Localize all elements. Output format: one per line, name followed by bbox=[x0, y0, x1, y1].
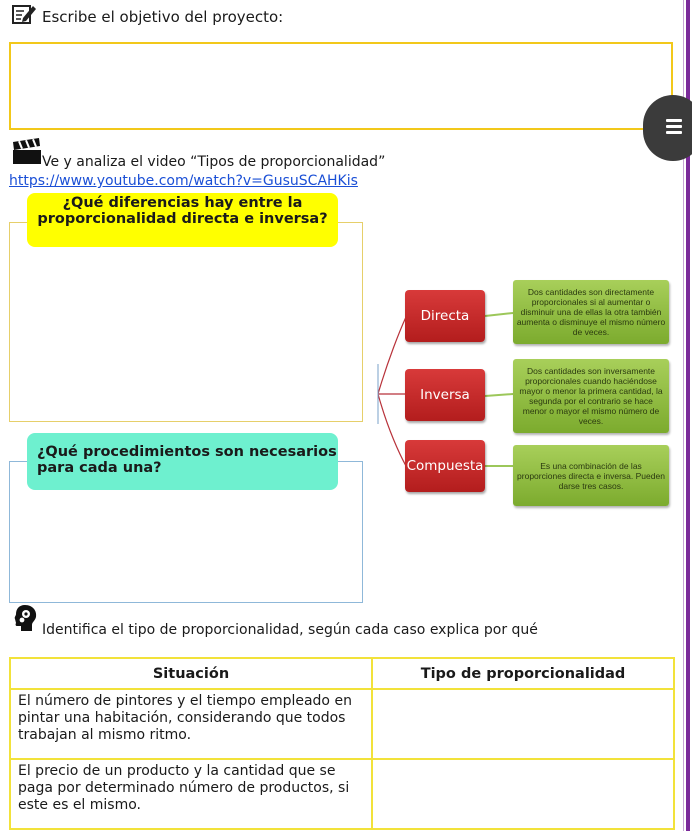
head-gears-icon bbox=[13, 604, 39, 632]
video-instruction: Ve y analiza el video “Tipos de proporcionalidad” bbox=[42, 154, 386, 170]
inversa-node: Inversa bbox=[405, 369, 485, 421]
edit-note-icon bbox=[11, 2, 37, 26]
objective-label: Escribe el objetivo del proyecto: bbox=[42, 8, 284, 26]
video-link[interactable]: https://www.youtube.com/watch?v=GusuSCAHKis bbox=[9, 173, 358, 189]
menu-icon bbox=[666, 119, 682, 122]
identify-instruction: Identifica el tipo de proporcionalidad, según cada caso explica por qué bbox=[42, 622, 538, 638]
table-row bbox=[10, 759, 674, 829]
compuesta-node: Compuesta bbox=[405, 440, 485, 492]
objective-input-box[interactable] bbox=[9, 42, 673, 130]
compuesta-description: Es una combinación de las proporciones directa e inversa. Pueden darse tres casos. bbox=[513, 445, 669, 506]
differences-question: ¿Qué diferencias hay entre la proporcionalidad directa e inversa? bbox=[27, 193, 338, 247]
type-cell[interactable] bbox=[372, 689, 674, 759]
menu-button[interactable] bbox=[643, 95, 692, 161]
situations-table bbox=[9, 657, 675, 830]
procedures-question: ¿Qué procedimientos son necesarios para cada una? bbox=[27, 433, 338, 490]
clapperboard-icon bbox=[11, 138, 43, 166]
directa-description: Dos cantidades son directamente proporcionales si al aumentar o disminuir una de ellas la otra también aumenta o disminuye el mismo número de veces. bbox=[513, 280, 669, 344]
type-cell[interactable] bbox=[372, 759, 674, 829]
directa-node: Directa bbox=[405, 290, 485, 342]
header-type: Tipo de proporcionalidad bbox=[372, 658, 674, 689]
header-situation: Situación bbox=[10, 658, 372, 689]
situation-cell: El precio de un producto y la cantidad que se paga por determinado número de productos, si este es el mismo. bbox=[10, 759, 372, 829]
differences-answer-box[interactable] bbox=[9, 222, 363, 422]
inversa-description: Dos cantidades son inversamente proporcionales cuando haciéndose mayor o menor la primera cantidad, la segunda por el contrario se hace menor o mayor el mismo número de veces. bbox=[513, 359, 669, 433]
table-row bbox=[10, 689, 674, 759]
situation-cell: El número de pintores y el tiempo empleado en pintar una habitación, considerando que todos trabajan al mismo ritmo. bbox=[10, 689, 372, 759]
